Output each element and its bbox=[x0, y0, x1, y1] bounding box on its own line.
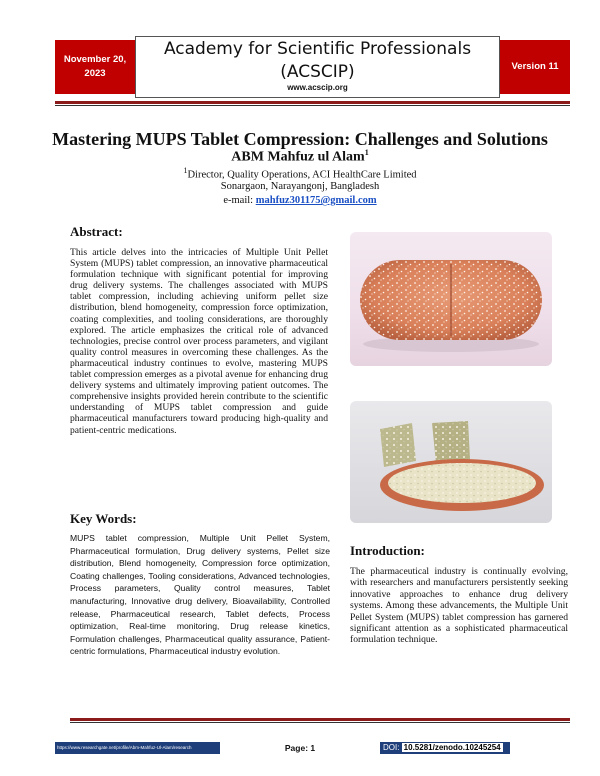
introduction-text: The pharmaceutical industry is continually evolving, with researchers and manufacturers persistently seeking innovative approaches to enhance drug delivery systems. Among these advancements, the Multiple Unit Pellet System (MUPS) tablet compression has garnered significant attention as a sophisticated pharmaceutical formulation technique. bbox=[350, 566, 568, 646]
version-badge bbox=[500, 40, 570, 94]
article-title: Mastering MUPS Tablet Compression: Challenges and Solutions bbox=[52, 129, 548, 149]
footer-url[interactable]: https://www.researchgate.net/profile/Abm-Mahfuz-Ul-Alam/research bbox=[55, 742, 220, 754]
keywords-heading: Key Words: bbox=[70, 511, 137, 526]
keywords-text: MUPS tablet compression, Multiple Unit Pellet System, Pharmaceutical formulation, Drug delivery systems, Pellet size distribution, Blend homogeneity, Compression force optimization, Coating challenges, Tooling considerations, Advanced technologies, Process parameters, Quality control measures, Tablet manufacturing, Innovative drug delivery, Bioavailability, Controlled release, Pharmaceutical research, Tablet defects, Process optimization, Real-time monitoring, Drug release kinetics, Formulation challenges, Pharmaceutical quality assurance, Patient-centric formulations, Pharmaceutical industry evolution. bbox=[70, 533, 330, 657]
broken-tablet-image bbox=[350, 401, 552, 523]
author-name-text: ABM Mahfuz ul Alam bbox=[231, 149, 365, 165]
email-label: e-mail: bbox=[223, 195, 256, 206]
author-affiliation bbox=[0, 166, 600, 181]
author-address: Sonargaon, Narayangonj, Bangladesh bbox=[220, 181, 380, 192]
issue-date-line1: November 20, bbox=[63, 53, 127, 65]
journal-name: Academy for Scientific Professionals bbox=[163, 39, 472, 59]
journal-masthead bbox=[135, 36, 500, 98]
footer-doi bbox=[380, 742, 510, 754]
author-name bbox=[0, 148, 600, 166]
issue-date-line2: 2023 bbox=[84, 68, 106, 79]
mups-tablet-image bbox=[350, 232, 552, 366]
author-sup: 1 bbox=[364, 148, 369, 157]
author-email bbox=[0, 195, 600, 206]
footer-rule bbox=[70, 718, 570, 721]
abstract-text: This article delves into the intricacies of Multiple Unit Pellet System (MUPS) tablet compression, an innovative pharmaceutical formulation technique with significant potential for improving drug delivery systems. The challenges associated with MUPS tablet compression, including achieving uniform pellet size distribution, blend homogeneity, compression force optimization, coating complexities, and tooling considerations, are thoroughly explored. The article emphasizes the critical role of advanced technologies, precise control over process parameters, and vigilant quality control measures in overcoming these challenges. As the pharmaceutical industry continues to evolve, mastering MUPS tablet compression emerges as a pivotal avenue for enhancing drug delivery systems and ultimately improving patient outcomes. The comprehensive insights provided herein contribute to the scientific understanding of MUPS tablet compression and guide pharmaceutical manufacturers toward producing high-quality and patient-centric medications. bbox=[70, 247, 328, 436]
doi-value[interactable]: 10.5281/zenodo.10245254 bbox=[403, 743, 501, 752]
abstract-heading: Abstract: bbox=[70, 224, 123, 239]
version-label: Version 11 bbox=[511, 60, 559, 72]
page-number: Page: 1 bbox=[284, 743, 316, 753]
journal-acronym: (ACSCIP) bbox=[280, 62, 355, 82]
journal-url[interactable]: www.acscip.org bbox=[287, 83, 348, 92]
mups-tablet-drawing bbox=[350, 232, 552, 366]
introduction-heading: Introduction: bbox=[350, 543, 425, 558]
issue-date bbox=[55, 40, 135, 94]
affiliation-sup: 1 bbox=[183, 166, 188, 175]
doi-label: DOI: bbox=[383, 743, 402, 752]
header-rule-thin bbox=[55, 105, 570, 106]
footer-rule-thin bbox=[70, 722, 570, 723]
broken-tablet-drawing bbox=[350, 401, 552, 523]
header-rule bbox=[55, 101, 570, 104]
email-link[interactable]: mahfuz301175@gmail.com bbox=[255, 195, 377, 206]
affiliation-text: Director, Quality Operations, ACI HealthCare Limited bbox=[187, 169, 417, 181]
